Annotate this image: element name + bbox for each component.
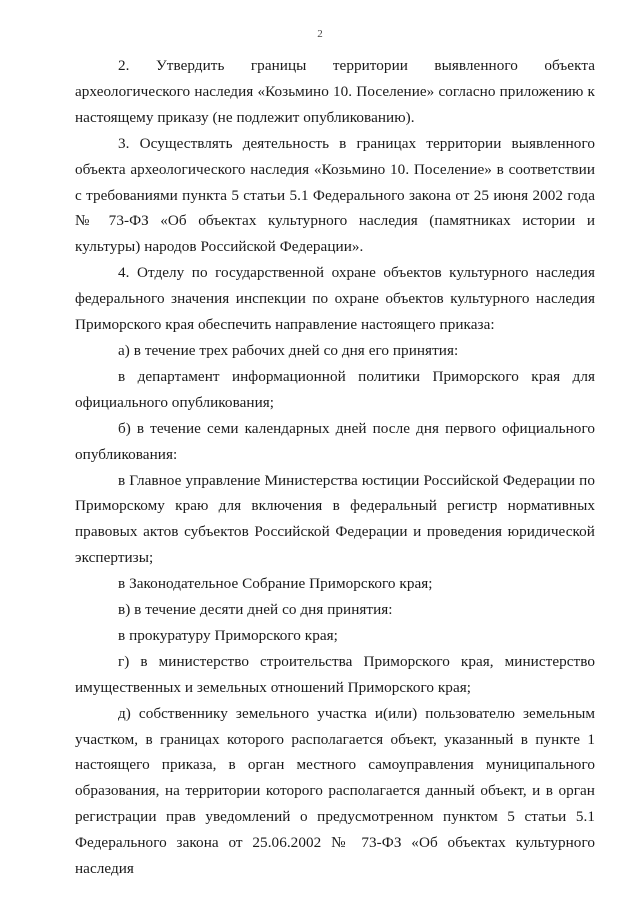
paragraph-recipient-ministry-justice: в Главное управление Министерства юстиции Российской Федерации по Приморскому краю для включения в федеральный регистр нормативных правовых актов субъектов Российской Федерации и проведения юридической экспертизы;: [75, 471, 595, 567]
paragraph-item-4: 4. Отделу по государственной охране объектов культурного наследия федерального значения инспекции по охране объектов культурного наследия Приморского края обеспечить направление настоящего приказа:: [75, 264, 595, 334]
paragraph-subitem-b: б) в течение семи календарных дней после дня первого официального опубликования:: [75, 419, 595, 463]
paragraph-item-2: 2. Утвердить границы территории выявленного объекта археологического наследия «Козьмино 10. Поселение» согласно приложению к настоящему приказу (не подлежит опубликованию).: [75, 57, 595, 126]
paragraph-subitem-d: д) собственнику земельного участка и(или) пользователю земельным участком, в границах которого располагается объект, указанный в пункте 1 настоящего приказа, в орган местного самоуправления муниципального образования, на территории которого располагается данный объект, и в орган регистрации прав уведомлений о предусмотренном пунктом 5 статьи 5.1 Федерального закона от 25.06.2002 № 73-ФЗ «Об объектах культурного наследия: [75, 704, 595, 878]
paragraph-recipient-department: в департамент информационной политики Приморского края для официального опубликования;: [75, 367, 595, 411]
page-number: 2: [317, 28, 323, 40]
paragraph-item-3: 3. Осуществлять деятельность в границах территории выявленного объекта археологического наследия «Козьмино 10. Поселение» в соответствии с требованиями пункта 5 статьи 5.1 Федерального закона от 25 июня 2002 года № 73-ФЗ «Об объектах культурного наследия (памятниках истории и культуры) народов Российской Федерации».: [75, 134, 595, 256]
paragraph-subitem-v: в) в течение десяти дней со дня принятия:: [118, 601, 393, 619]
document-body: [75, 53, 595, 882]
paragraph-recipient-legislature: в Законодательное Собрание Приморского края;: [118, 575, 433, 593]
paragraph-subitem-g: г) в министерство строительства Приморского края, министерство имущественных и земельных отношений Приморского края;: [75, 652, 595, 696]
paragraph-recipient-prosecutor: в прокуратуру Приморского края;: [118, 626, 338, 644]
paragraph-subitem-a: а) в течение трех рабочих дней со дня его принятия:: [118, 341, 459, 359]
